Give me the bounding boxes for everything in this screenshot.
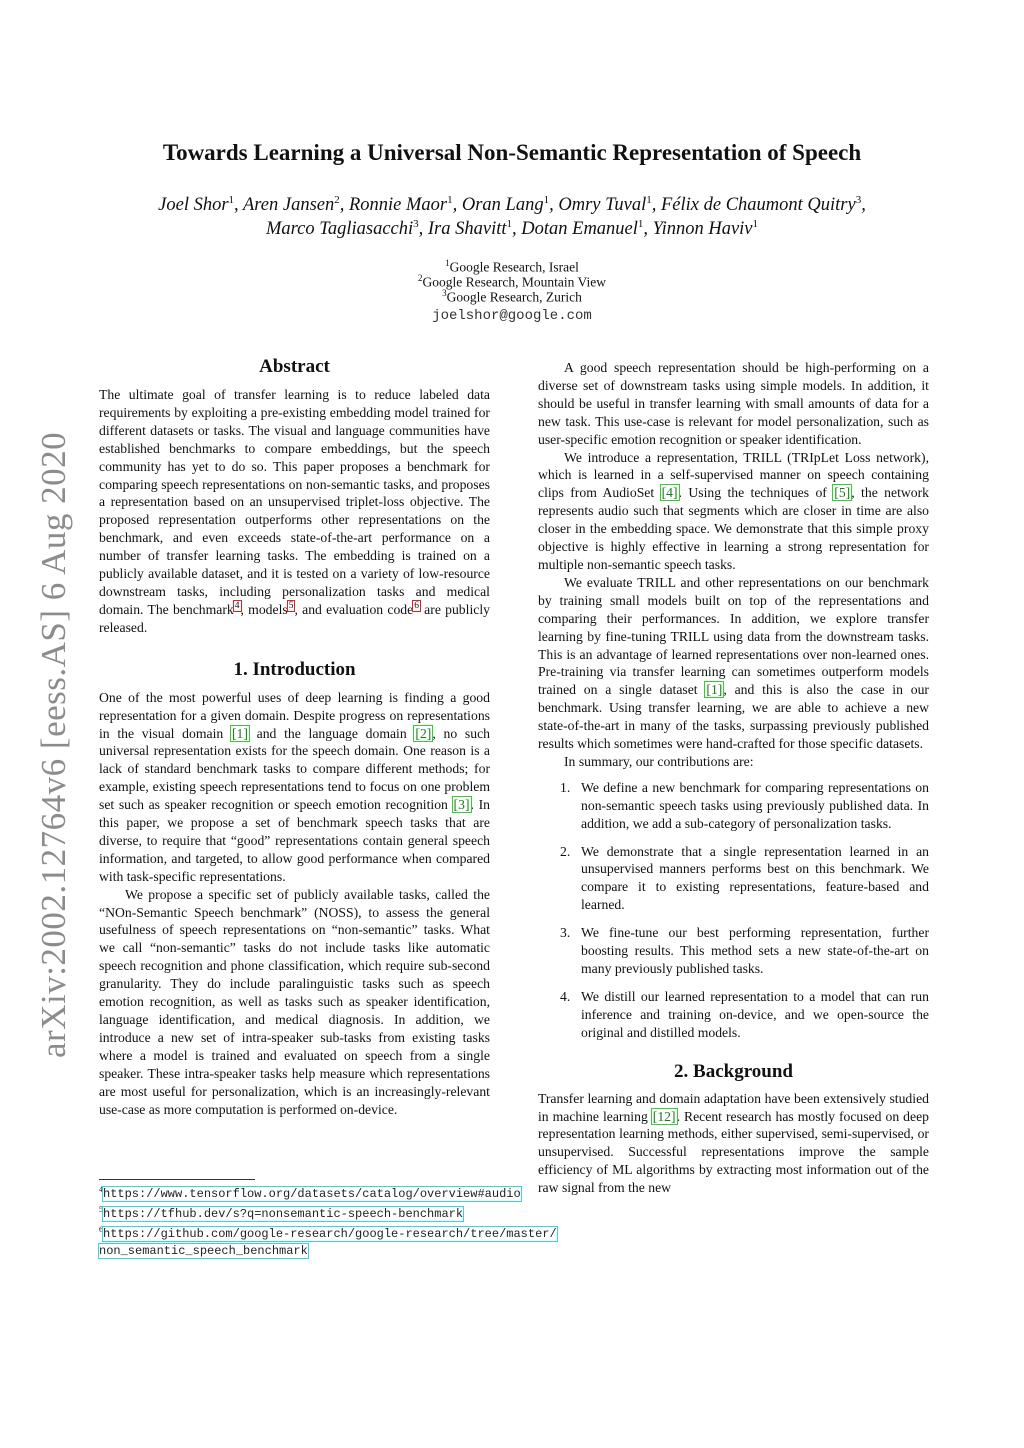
- citation-link[interactable]: [5]: [834, 485, 851, 501]
- author-affiliation-mark: 1: [447, 194, 453, 206]
- affiliation-text: Google Research, Zurich: [446, 289, 582, 305]
- paragraph-text: , the network represents audio such that segments which are closer in time are also closer in the embedding space. We demonstrate that this simple proxy objective is highly effective in learning a strong representation for multiple non-semantic speech tasks.: [538, 485, 930, 572]
- footnote-4: [99, 1182, 559, 1202]
- footnote-ref-4[interactable]: 4: [234, 601, 240, 612]
- contact-email[interactable]: joelshor@google.com: [432, 308, 592, 324]
- intro-paragraph-1: [99, 689, 490, 886]
- footnote-separator: [99, 1179, 255, 1180]
- footnote-url-link[interactable]: https://www.tensorflow.org/datasets/catalog/overview#audio: [103, 1187, 521, 1201]
- author-affiliation-mark: 1: [752, 218, 759, 230]
- list-number: 2.: [560, 843, 571, 859]
- abstract-body: , models: [240, 601, 288, 617]
- author-name: Aren Jansen: [242, 195, 335, 216]
- arxiv-identifier-stamp: arXiv:2002.12764v6 [eess.AS] 6 Aug 2020: [34, 431, 73, 1058]
- author-name: Yinnon Haviv: [652, 219, 753, 240]
- author-affiliation-mark: 2: [334, 194, 340, 206]
- citation-link[interactable]: [4]: [661, 485, 678, 501]
- footnote-5: [99, 1202, 559, 1222]
- footnotes: [99, 1182, 559, 1259]
- footnote-number: 5: [99, 1205, 103, 1214]
- list-number: 3.: [560, 925, 571, 941]
- list-item-text: We fine-tune our best performing representation, further boosting results. This method sets a new state-of-the-art on many previously published tasks.: [581, 925, 929, 976]
- author-affiliation-mark: 3: [855, 194, 862, 206]
- background-heading: 2. Background: [674, 1060, 793, 1082]
- footnote-number: 4: [99, 1185, 103, 1194]
- author-list-line-1: Joel Shor$^1$, Aren Jansen$^2$, Ronnie Maor$^1$, Oran Lang$^1$, Omry Tuval$^1$, Félix de Chaumont Quitry$^3$,: [158, 194, 866, 216]
- intro-paragraph-6: In summary, our contributions are:: [564, 753, 754, 769]
- right-column: [538, 359, 929, 1197]
- list-item: [538, 843, 929, 915]
- author-name: Ronnie Maor: [348, 195, 448, 216]
- abstract-heading: Abstract: [259, 356, 330, 377]
- abstract-body: The ultimate goal of transfer learning is to reduce labeled data requirements by exploiting a pre-existing embedding model trained for different datasets or tasks. The visual and language communities have established benchmarks to compare embeddings, but the speech community has yet to do so. This paper proposes a benchmark for comparing speech representations on non-semantic tasks, and proposes a representation based on an unsupervised triplet-loss objective. The proposed representation outperforms other representations on the benchmark, and even exceeds state-of-the-art performance on a number of transfer learning tasks. The embedding is trained on a publicly available dataset, and it is tested on a variety of low-resource downstream tasks, including personalization tasks and medical domain. The benchmark: [99, 387, 490, 617]
- list-item: [538, 924, 929, 978]
- paragraph-text: , and this is also the case in our benchmark. Using transfer learning, we are able to achieve a new state-of-the-art in many of the tasks, surpassing previously published results which sometimes were hand-crafted for those specific datasets.: [538, 682, 929, 752]
- footnote-ref-6[interactable]: 6: [414, 601, 419, 612]
- list-item-text: We distill our learned representation to a model that can run inference and training on-device, and we open-source the original and distilled models.: [581, 988, 929, 1040]
- footnote-url-link[interactable]: https://github.com/google-research/google-research/tree/master/non_semantic_speech_benchmark: [99, 1227, 557, 1258]
- paragraph-text: . Using the techniques of: [678, 485, 834, 501]
- affiliation-number: 1: [445, 258, 450, 268]
- affiliation-3: [0, 286, 1024, 305]
- contributions-list: [538, 779, 929, 1042]
- footnote-ref-5[interactable]: 5: [288, 601, 294, 612]
- citation-link[interactable]: [2]: [415, 725, 432, 741]
- list-item: [538, 988, 929, 1042]
- intro-paragraph-4: [538, 449, 929, 574]
- affiliation-number: 3: [442, 288, 447, 298]
- author-name: Oran Lang: [461, 195, 544, 216]
- author-name: Dotan Emanuel: [521, 219, 638, 240]
- affiliation-text: Google Research, Mountain View: [422, 274, 606, 290]
- paragraph-text: Transfer learning and domain adaptation have been extensively studied in machine learning: [538, 1090, 929, 1124]
- paragraph-text: , no such universal representation exists for the speech domain. One reason is a lack of standard benchmark tasks to compare different methods; for example, existing speech representations tend to focus on one problem set such as speaker recognition or speech emotion recognition: [99, 725, 490, 813]
- introduction-heading: 1. Introduction: [233, 658, 356, 680]
- author-name: Marco Tagliasacchi: [265, 219, 414, 240]
- author-list-line-2: Marco Tagliasacchi$^3$, Ira Shavitt$^1$, Dotan Emanuel$^1$, Yinnon Haviv$^1$: [265, 218, 759, 240]
- intro-paragraph-5: [538, 574, 929, 753]
- author-name: Joel Shor: [158, 195, 229, 216]
- author-affiliation-mark: 3: [413, 218, 419, 230]
- intro-paragraph-2: We propose a specific set of publicly available tasks, called the “NOn-Semantic Speech benchmark” (NOSS), to assess the general usefulness of speech representations on “non-semantic” tasks. What we call “non-semantic” tasks do not include tasks like automatic speech recognition and phone classification, which require sub-second granularity. They do include paralinguistic tasks such as speech emotion recognition, as well as tasks such as speaker identification, language identification, and medical diagnosis. In addition, we introduce a new set of intra-speaker sub-tasks from existing tasks where a model is trained and evaluated on speech from a single speaker. These intra-speaker tasks help measure which representations are most useful for personalization, which is an increasingly-relevant use-case as more computation is performed on-device.: [99, 886, 490, 1117]
- abstract-text: [99, 386, 490, 637]
- paragraph-text: We introduce a representation, TRILL (TRIpLet Loss network), which is learned in a self-supervised manner on speech containing clips from AudioSet: [538, 449, 929, 501]
- author-affiliation-mark: 1: [646, 194, 652, 206]
- list-number: 4.: [560, 988, 571, 1004]
- paragraph-text: One of the most powerful uses of deep learning is finding a good representation for a given domain. Despite progress on representations in the visual domain: [99, 689, 490, 741]
- list-item-text: We define a new benchmark for comparing representations on non-semantic speech tasks using previously published data. In addition, we add a sub-category of personalization tasks.: [581, 779, 929, 831]
- footnote-number: 6: [99, 1225, 103, 1234]
- paragraph-text: . Recent research has mostly focused on deep representation learning methods, either supervised, semi-supervised, or unsupervised. Successful representations improve the sample efficiency of ML algorithms by extracting most information out of the raw signal from the new: [538, 1108, 929, 1196]
- paragraph-text: . In this paper, we propose a set of benchmark speech tasks that are diverse, to require that “good” representations contain general speech information, and targeted, to allow good performance when compared with task-specific representations.: [99, 797, 490, 884]
- author-name: Ira Shavitt: [427, 219, 507, 240]
- list-item-text: We demonstrate that a single representation learned in an unsupervised manners performs best on this benchmark. We compare it to existing representations, feature-based and learned.: [581, 843, 929, 913]
- author-affiliation-mark: 1: [228, 194, 235, 206]
- author-name: Félix de Chaumont Quitry: [660, 195, 856, 216]
- author-name: Omry Tuval: [558, 195, 647, 216]
- abstract-body: are publicly released.: [99, 601, 490, 635]
- affiliation-text: Google Research, Israel: [449, 259, 579, 275]
- footnote-url-link[interactable]: https://tfhub.dev/s?q=nonsemantic-speech-benchmark: [103, 1207, 464, 1221]
- list-item: [538, 779, 929, 833]
- author-affiliation-mark: 1: [543, 194, 550, 206]
- background-paragraph-1: [538, 1090, 929, 1197]
- abstract-body: , and evaluation code: [294, 601, 414, 617]
- paragraph-text: We evaluate TRILL and other representations on our benchmark by training small models built on top of the representations and comparing their performances. In addition, we explore transfer learning by fine-tuning TRILL using data from the downstream tasks. This is an advantage of learned representations over non-learned ones. Pre-training via transfer learning can sometimes outperform models trained on a single dataset: [538, 574, 929, 698]
- paragraph-text: and the language domain: [248, 725, 415, 741]
- citation-link[interactable]: [1]: [706, 682, 723, 698]
- left-column: [99, 355, 490, 1118]
- footnote-6: [99, 1222, 559, 1259]
- author-affiliation-mark: 1: [637, 218, 644, 230]
- affiliation-number: 2: [418, 273, 423, 283]
- list-number: 1.: [560, 779, 571, 795]
- citation-link[interactable]: [1]: [231, 725, 248, 741]
- citation-link[interactable]: [3]: [453, 797, 470, 813]
- intro-paragraph-3: A good speech representation should be high-performing on a diverse set of downstream tasks using simple models. In addition, it should be useful in transfer learning with small amounts of data for a new task. This use-case is relevant for model personalization, such as user-specific emotion recognition or speaker identification.: [538, 360, 929, 447]
- author-affiliation-mark: 1: [506, 218, 513, 230]
- citation-link[interactable]: [12]: [652, 1108, 676, 1124]
- paper-title: Towards Learning a Universal Non-Semantic Representation of Speech: [162, 140, 862, 165]
